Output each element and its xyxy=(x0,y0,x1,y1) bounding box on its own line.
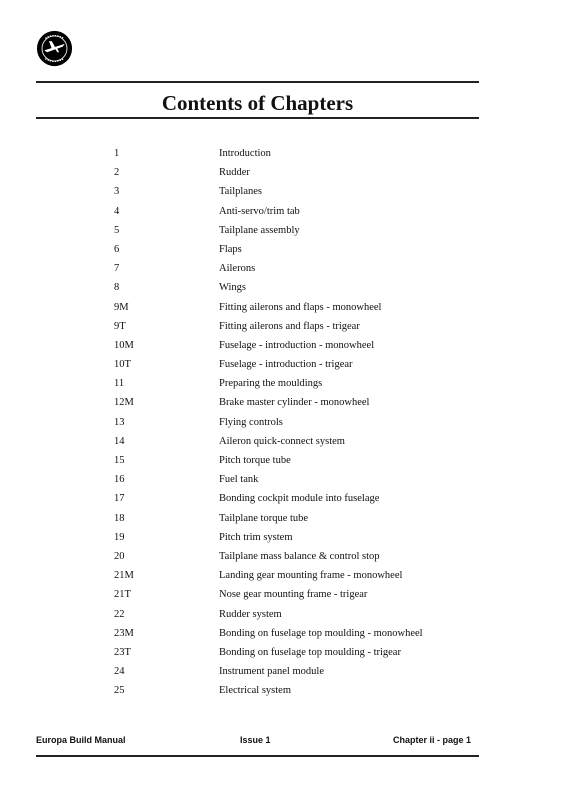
chapter-row xyxy=(0,182,565,201)
chapter-number: 20 xyxy=(114,550,125,562)
chapter-title: Nose gear mounting frame - trigear xyxy=(219,589,368,601)
chapter-row xyxy=(0,509,565,528)
chapter-number: 2 xyxy=(114,167,120,179)
chapter-number: 4 xyxy=(114,205,120,217)
chapter-number: 9T xyxy=(114,320,126,332)
footer-issue: Issue 1 xyxy=(240,735,271,745)
chapter-number: 21M xyxy=(114,570,134,582)
chapter-number: 7 xyxy=(114,263,120,275)
chapter-title: Electrical system xyxy=(219,685,292,697)
chapter-title: Bonding on fuselage top moulding - trigear xyxy=(219,646,401,658)
chapter-title: Introduction xyxy=(219,148,271,159)
chapter-number: 24 xyxy=(114,666,125,678)
chapter-title: Fitting ailerons and flaps - trigear xyxy=(219,320,360,332)
page-footer xyxy=(36,733,479,747)
chapter-row xyxy=(0,336,565,355)
chapter-row xyxy=(0,355,565,374)
chapter-row xyxy=(0,566,565,585)
chapter-row xyxy=(0,202,565,221)
chapter-title: Flying controls xyxy=(219,416,283,428)
chapter-number: 18 xyxy=(114,512,125,524)
chapter-title: Fuselage - introduction - trigear xyxy=(219,359,353,371)
chapter-row xyxy=(0,451,565,470)
chapter-title: Anti-servo/trim tab xyxy=(219,205,300,217)
chapter-row xyxy=(0,278,565,297)
chapter-row xyxy=(0,221,565,240)
footer-page-number: Chapter ii - page 1 xyxy=(392,735,471,745)
chapter-number: 10T xyxy=(114,359,131,371)
chapter-row xyxy=(0,528,565,547)
chapter-number: 15 xyxy=(114,455,125,466)
chapter-title: Ailerons xyxy=(219,263,256,275)
chapter-number: 3 xyxy=(114,186,120,198)
chapter-number: 23T xyxy=(114,646,131,658)
footer-divider xyxy=(36,755,479,757)
chapter-title: Tailplane assembly xyxy=(219,224,300,236)
chapter-number: 22 xyxy=(114,608,125,620)
chapter-title: Preparing the mouldings xyxy=(219,378,323,390)
chapter-row xyxy=(0,662,565,681)
chapter-row xyxy=(0,470,565,489)
chapter-title: Rudder system xyxy=(219,608,282,620)
chapter-row xyxy=(0,432,565,451)
chapter-row xyxy=(0,643,565,662)
chapter-list xyxy=(0,144,565,700)
chapter-number: 5 xyxy=(114,224,120,236)
chapter-number: 23M xyxy=(114,627,134,639)
chapter-title: Fuel tank xyxy=(219,474,259,486)
chapter-title: Aileron quick-connect system xyxy=(219,435,345,447)
chapter-number: 19 xyxy=(114,531,125,543)
chapter-row xyxy=(0,585,565,604)
chapter-row xyxy=(0,163,565,182)
chapter-title: Fitting ailerons and flaps - monowheel xyxy=(219,301,382,313)
chapter-title: Bonding on fuselage top moulding - monowheel xyxy=(219,627,423,639)
chapter-title: Pitch trim system xyxy=(219,531,293,543)
chapter-row xyxy=(0,240,565,259)
chapter-number: 11 xyxy=(114,378,125,390)
chapter-number: 12M xyxy=(114,397,134,409)
chapter-title: Tailplane mass balance & control stop xyxy=(219,550,380,562)
chapter-title: Pitch torque tube xyxy=(219,455,291,466)
chapter-row xyxy=(0,605,565,624)
chapter-row xyxy=(0,374,565,393)
chapter-row xyxy=(0,489,565,508)
chapter-row xyxy=(0,298,565,317)
chapter-row xyxy=(0,144,565,163)
chapter-number: 13 xyxy=(114,416,125,428)
chapter-number: 17 xyxy=(114,493,125,505)
chapter-number: 6 xyxy=(114,243,120,255)
chapter-title: Wings xyxy=(219,282,246,294)
chapter-row xyxy=(0,547,565,566)
chapter-title: Rudder xyxy=(219,167,250,179)
chapter-title: Tailplane torque tube xyxy=(219,512,309,524)
chapter-title: Instrument panel module xyxy=(219,666,324,678)
chapter-title: Fuselage - introduction - monowheel xyxy=(219,339,375,351)
chapter-title: Flaps xyxy=(219,243,242,255)
chapter-title: Landing gear mounting frame - monowheel xyxy=(219,570,403,582)
chapter-number: 14 xyxy=(114,435,125,447)
chapter-number: 9M xyxy=(114,301,129,313)
chapter-row xyxy=(0,317,565,336)
chapter-row xyxy=(0,259,565,278)
header-divider xyxy=(36,81,479,83)
chapter-title: Tailplanes xyxy=(219,186,262,198)
footer-manual-name: Europa Build Manual xyxy=(36,735,126,745)
chapter-title: Brake master cylinder - monowheel xyxy=(219,397,370,409)
title-divider xyxy=(36,117,479,119)
chapter-number: 1 xyxy=(114,148,120,159)
chapter-row xyxy=(0,624,565,643)
chapter-row xyxy=(0,393,565,412)
chapter-title: Bonding cockpit module into fuselage xyxy=(219,493,380,505)
chapter-row xyxy=(0,413,565,432)
chapter-row xyxy=(0,681,565,700)
chapter-number: 10M xyxy=(114,339,134,351)
chapter-number: 8 xyxy=(114,282,120,294)
chapter-number: 16 xyxy=(114,474,125,486)
chapter-number: 21T xyxy=(114,589,131,601)
europa-logo-icon xyxy=(36,30,73,67)
chapter-number: 25 xyxy=(114,685,125,697)
page-title: Contents of Chapters xyxy=(161,91,354,115)
